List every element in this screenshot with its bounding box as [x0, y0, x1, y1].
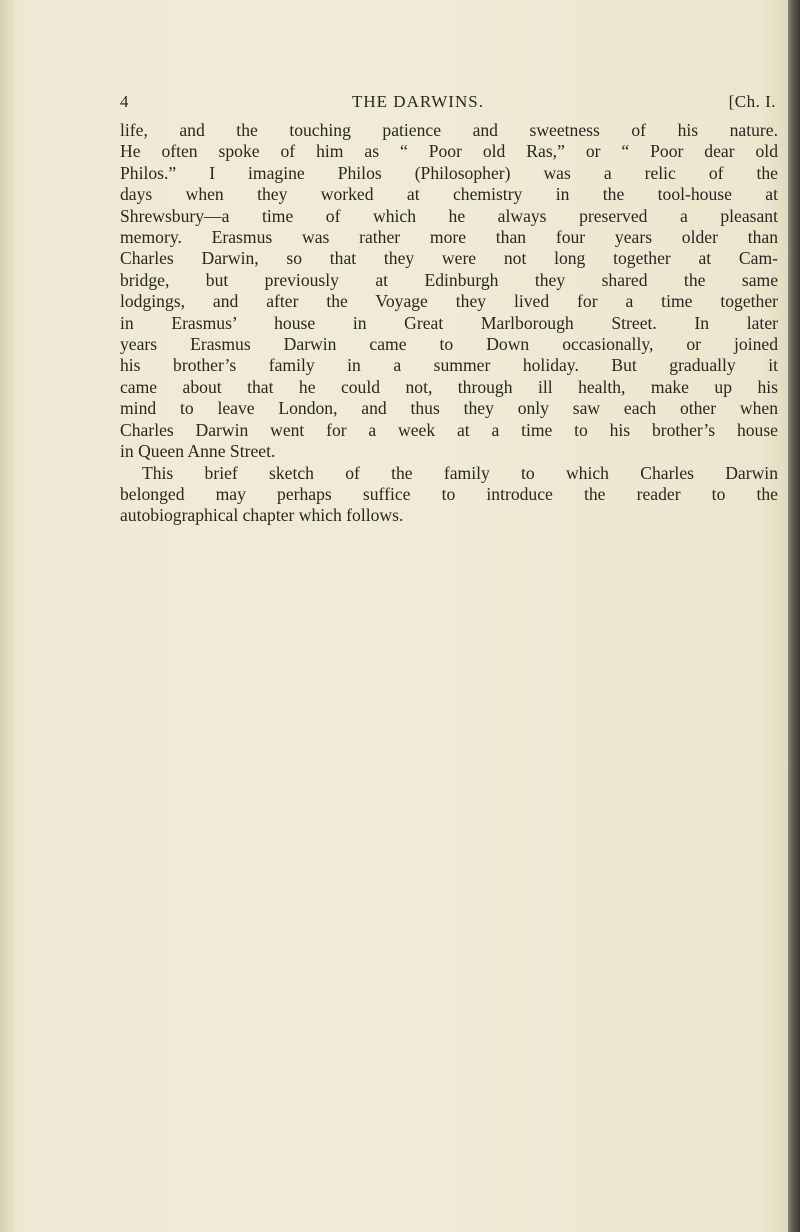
text-line: his brother’s family in a summer holiday. But gradually it — [120, 355, 778, 376]
running-header — [120, 91, 776, 113]
text-line: belonged may perhaps suffice to introduce the reader to the — [120, 483, 778, 504]
text-line: came about that he could not, through ill health, make up his — [120, 376, 778, 397]
text-line: bridge, but previously at Edinburgh they shared the same — [120, 269, 778, 290]
text-line: life, and the touching patience and sweetness of his nature. — [120, 120, 778, 140]
text-line: Shrewsbury—a time of which he always preserved a pleasant — [120, 205, 778, 226]
text-line: Charles Darwin, so that they were not long together at Cam- — [120, 248, 778, 269]
body-text — [120, 120, 778, 527]
text-line: mind to leave London, and thus they only saw each other when — [120, 398, 778, 419]
page-number: 4 — [120, 92, 129, 111]
text-line: This brief sketch of the family to which Charles Darwin — [142, 462, 778, 483]
page-edge-shadow — [788, 0, 800, 1232]
paragraph-2 — [120, 463, 778, 527]
text-line: lodgings, and after the Voyage they lived for a time together — [120, 291, 778, 312]
paragraph-1 — [120, 120, 778, 463]
page-gutter-shadow — [0, 0, 14, 1232]
text-line: in Queen Anne Street. — [120, 441, 276, 462]
text-line: in Erasmus’ house in Great Marlborough Street. In later — [120, 312, 778, 333]
running-title: THE DARWINS. — [352, 92, 484, 111]
chapter-reference: [Ch. I. — [728, 92, 776, 111]
text-line: autobiographical chapter which follows. — [120, 505, 404, 526]
text-line: days when they worked at chemistry in the tool-house at — [120, 184, 778, 205]
text-line: Philos.” I imagine Philos (Philosopher) was a relic of the — [120, 162, 778, 183]
text-line: Charles Darwin went for a week at a time to his brother’s house — [120, 419, 778, 440]
text-line: memory. Erasmus was rather more than four years older than — [120, 227, 778, 248]
text-line: He often spoke of him as “ Poor old Ras,” or “ Poor dear old — [120, 141, 778, 162]
text-line: years Erasmus Darwin came to Down occasionally, or joined — [120, 334, 778, 355]
